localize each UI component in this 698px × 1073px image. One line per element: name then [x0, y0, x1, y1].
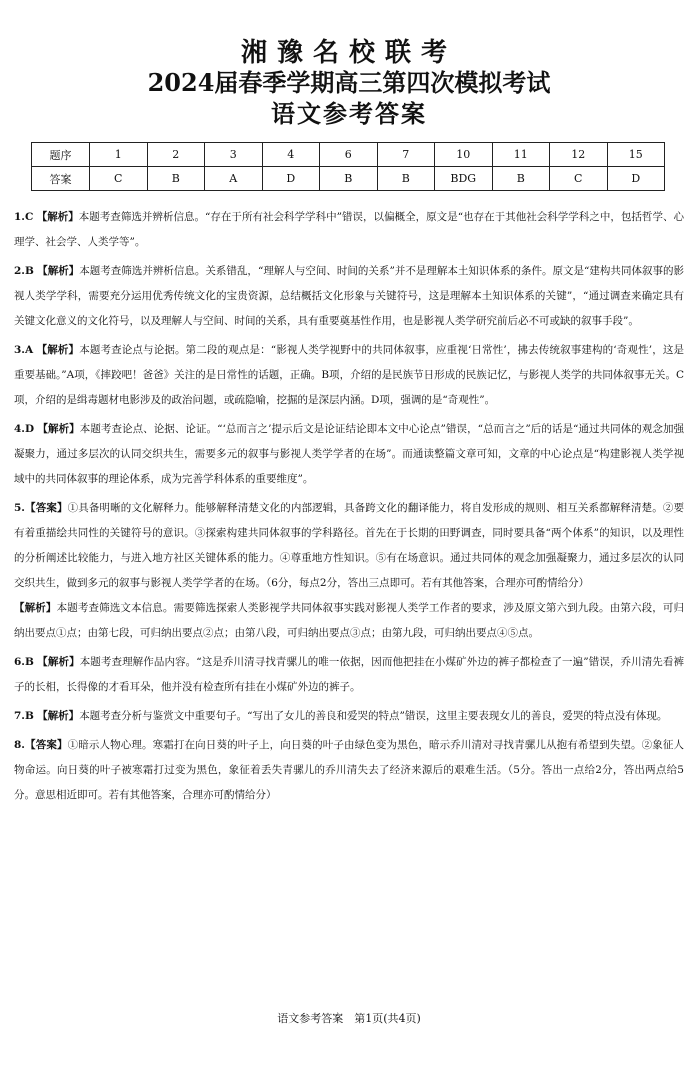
- question-number: 7.B: [14, 710, 34, 722]
- question-number: 2.B: [14, 265, 34, 277]
- question-number: 5.: [14, 502, 25, 514]
- question-number: 3: [205, 143, 263, 167]
- question-item: [14, 650, 684, 700]
- question-text: 本题考查论点、论据、论证。“‘总而言之’提示后文是论证结论即本文中心论点”错误，“总而言之”后的话是“通过共同体的观念加强凝聚力，通过多层次的认同交织共生，需要多元的叙事与影视人类学学者的在场”。而通读整篇文章可知，文章的中心论点是“构建影视人类学视域中的共同体叙事的理论体系，成为完善学科体系的重要维度”。: [14, 423, 685, 485]
- answer-cell: B: [320, 167, 378, 191]
- question-item: [14, 338, 684, 413]
- question-list: [14, 205, 684, 812]
- question-text: 本题考查筛选并辨析信息。关系错乱，“理解人与空间、时间的关系”并不是理解本土知识体系的条件。原文是“建构共同体叙事的影视人类学学科，需要充分运用优秀传统文化的宝贵资源，总结概括文化形象与关键符号，这是理解本土知识体系的关键”，“通过调查来确定具有关键文化意义的文化符号，以及理解人与空间、时间的关系，具有重要奠基性作用，也是影视人类学研究前后必不可或缺的叙事手段”。: [14, 265, 684, 327]
- table-row-answers: [32, 167, 665, 191]
- answer-cell: C: [90, 167, 148, 191]
- question-item: [14, 259, 684, 334]
- answer-cell: B: [377, 167, 435, 191]
- analysis-tag: 【解析】: [37, 423, 80, 435]
- question-number: 6.B: [14, 656, 34, 668]
- question-text: 本题考查理解作品内容。“这是乔川清寻找青骡儿的唯一依据，因而他把挂在小煤矿外边的裤子都检查了一遍”错误，乔川清先看裤子的长相，长得像的才看耳朵，他并没有检查所有挂在小煤矿外边的裤子。: [14, 656, 685, 693]
- answer-tag: 【答案】: [24, 502, 68, 514]
- analysis-tag: 【解析】: [36, 344, 80, 356]
- table-row-numbers: [32, 143, 665, 167]
- analysis-text: 本题考查筛选文本信息。需要筛选探索人类影视学共同体叙事实践对影视人类学工作者的要求，涉及原文第六到九段。由第六段，可归纳出要点①点；由第七段，可归纳出要点②点；由第八段，可归纳出要点③点；由第九段，可归纳出要点④⑤点。: [14, 602, 685, 639]
- question-number: 3.A: [14, 344, 34, 356]
- answer-table: [31, 142, 665, 191]
- answer-cell: B: [492, 167, 550, 191]
- question-number: 4.D: [14, 423, 35, 435]
- question-item: [14, 704, 684, 729]
- analysis-tag: 【解析】: [37, 710, 80, 722]
- question-number: 1.C: [14, 211, 34, 223]
- analysis-tag: 【解析】: [37, 265, 80, 277]
- question-text: 本题考查筛选并辨析信息。“存在于所有社会科学学科中”错误，以偏概全，原文是“也存在于其他社会科学学科之中，包括哲学、心理学、社会学、人类学等”。: [14, 211, 684, 248]
- row-label: 答案: [32, 167, 90, 191]
- question-number: 8.: [14, 739, 25, 751]
- answer-cell: A: [205, 167, 263, 191]
- question-number: 10: [435, 143, 493, 167]
- question-text: 本题考查论点与论据。第二段的观点是：“影视人类学视野中的共同体叙事，应重视‘日常性’，拂去传统叙事建构的‘奇观性’，这是重要基础。”A项，《摔跤吧！爸爸》关注的是日常性的话题，正确。B项，介绍的是民族节日形成的民族记忆，与影视人类学的共同体叙事无关。C项，介绍的是缉毒题材电影涉及的政治问题，或疏隐喻，挖掘的是深层内涵。D项，强调的是“奇观性”。: [14, 344, 685, 406]
- question-number: 15: [607, 143, 665, 167]
- doc-title: 语文参考答案: [271, 99, 427, 128]
- analysis-tag: 【解析】: [14, 602, 57, 614]
- analysis-tag: 【解析】: [36, 211, 79, 223]
- page-header: [0, 0, 698, 130]
- answer-tag: 【答案】: [24, 739, 68, 751]
- question-text: ①具备明晰的文化解释力。能够解释清楚文化的内部逻辑，具备跨文化的翻译能力，将自发形成的规则、相互关系都解释清楚。②要有着重描绘共同性的关键符号的意识。③探索构建共同体叙事的学科路径。首先在于长期的田野调查，同时要具备“两个体系”的知识，以及理性的分析阐述比较能力，与进入地方社区关键体系的能力。④尊重地方性知识。⑤有在场意识。通过共同体的观念加强凝聚力，通过多层次的认同交织共生，做到多元的叙事与影视人类学学者的在场。（6分，每点2分，答出三点即可。若有其他答案，合理亦可酌情给分）: [14, 502, 685, 589]
- question-number: 7: [377, 143, 435, 167]
- answer-cell: D: [607, 167, 665, 191]
- answer-cell: D: [262, 167, 320, 191]
- question-number: 2: [147, 143, 205, 167]
- question-number: 4: [262, 143, 320, 167]
- question-item: [14, 205, 684, 255]
- row-label: 题序: [32, 143, 90, 167]
- analysis-tag: 【解析】: [37, 656, 80, 668]
- question-number: 12: [550, 143, 608, 167]
- question-text: 本题考查分析与鉴赏文中重要句子。“写出了女儿的善良和爱哭的特点”错误，这里主要表现女儿的善良，爱哭的特点没有体现。: [79, 710, 668, 722]
- question-text: ①暗示人物心理。寒霜打在向日葵的叶子上，向日葵的叶子由绿色变为黑色，暗示乔川清对寻找青骡儿从抱有希望到失望。②象征人物命运。向日葵的叶子被寒霜打过变为黑色，象征着丢失青骡儿的乔川清失去了经济来源后的艰难生活。（5分。答出一点给2分，答出两点给5分。意思相近即可。若有其他答案，合理亦可酌情给分）: [14, 739, 685, 801]
- question-item: [14, 496, 684, 646]
- exam-organizer: 湘豫名校联考: [240, 38, 457, 68]
- question-number: 6: [320, 143, 378, 167]
- answer-cell: BDG: [435, 167, 493, 191]
- question-number: 11: [492, 143, 550, 167]
- exam-title: 2024届春季学期高三第四次模拟考试: [147, 68, 551, 97]
- page-footer: 语文参考答案 第1页(共4页): [277, 1012, 421, 1025]
- question-item: [14, 417, 684, 492]
- question-number: 1: [90, 143, 148, 167]
- answer-cell: C: [550, 167, 608, 191]
- answer-cell: B: [147, 167, 205, 191]
- question-item: [14, 733, 684, 808]
